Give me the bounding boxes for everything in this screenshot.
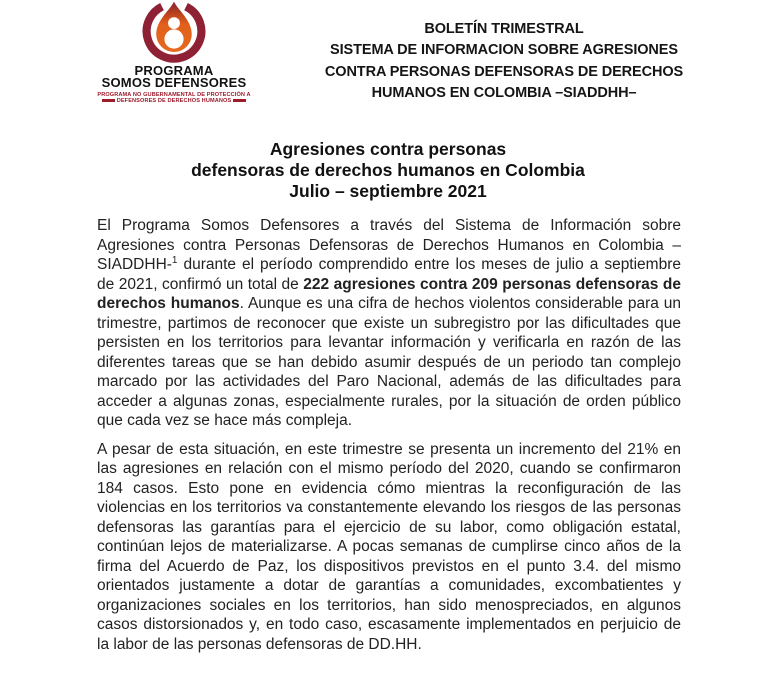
- paragraph-1-bold-figure: 222 agresiones contra 209 personas defensoras de derechos humanos: [97, 275, 681, 312]
- tagline-left-bar: [102, 99, 115, 102]
- logo-tagline-line1: PROGRAMA NO GUBERNAMENTAL DE PROTECCIÓN A: [97, 92, 251, 98]
- logo-tagline-line2: [84, 98, 264, 104]
- document-title: [0, 139, 776, 202]
- document-body: [97, 216, 681, 663]
- masthead-line3: CONTRA PERSONAS DEFENSORAS DE DERECHOS: [324, 63, 684, 80]
- paragraph-1-seg2: durante el período comprendido entre los meses de julio a septiembre de 2021, confirmó un total de: [97, 256, 681, 293]
- masthead-line4: HUMANOS EN COLOMBIA –SIADDHH–: [371, 85, 637, 102]
- footnote-ref-1: 1: [171, 254, 178, 266]
- masthead-line1: BOLETÍN TRIMESTRAL: [424, 21, 584, 37]
- somos-defensores-logo-icon: [137, 0, 211, 64]
- tagline-right-bar: [233, 99, 246, 102]
- document-title-line2: defensoras de derechos humanos en Colombia: [191, 160, 585, 180]
- logo-tagline: [84, 92, 264, 104]
- paragraph-2: A pesar de esta situación, en este trimestre se presenta un incremento del 21% en las agresiones en relación con el mismo período del 2020, cuando se confirmaron 184 casos. Esto pone en evidencia cómo mientras la reconfiguración de las violencias en los territorios va constantemente elevando los riesgos de las personas defensoras las garantías para el ejercicio de su labor, como obligación estatal, continúan lejos de materializarse. A pocas semanas de cumplirse cinco años de la firma del Acuerdo de Paz, los dispositivos previstos en el punto 3.4. del mismo orientados justamente a dotar de garantías a comunidades, excombatientes y organizaciones sociales en los territorios, han sido menospreciados, en algunos casos distorsionados y, en todo caso, escasamente implementados en perjuicio de la labor de las personas defensoras de DD.HH.: [97, 440, 681, 653]
- logo-org-name: [84, 65, 264, 89]
- logo-org-name-line1: PROGRAMA: [134, 63, 214, 78]
- masthead-line2: SISTEMA DE INFORMACION SOBRE AGRESIONES: [330, 42, 678, 59]
- logo-org-name-line2: SOMOS DEFENSORES: [101, 75, 247, 90]
- paragraph-1: [97, 216, 681, 431]
- document-title-line1: Agresiones contra personas: [269, 139, 507, 159]
- paragraph-1-seg4: . Aunque es una cifra de hechos violentos considerable para un trimestre, partimos de reconocer que existe un subregistro por las dificultades que persisten en los territorios para levantar información y verificarla en razón de las diferentes tareas que se han debido asumir después de un periodo tan complejo marcado por las actividades del Paro Nacional, además de las dificultades para acceder a algunas zonas, especialmente rurales, por la situación de orden público que cada vez se hace más compleja.: [97, 295, 681, 429]
- logo-block: [84, 0, 264, 104]
- document-title-line3: Julio – septiembre 2021: [289, 181, 487, 201]
- bulletin-masthead: [300, 19, 708, 105]
- logo-tagline-line2-text: DEFENSORES DE DERECHOS HUMANOS: [116, 98, 232, 104]
- paragraph-1-seg1: El Programa Somos Defensores a través del Sistema de Información sobre Agresiones contra Personas Defensoras de Derechos Humanos en Colombia – SIADDHH-: [97, 217, 681, 273]
